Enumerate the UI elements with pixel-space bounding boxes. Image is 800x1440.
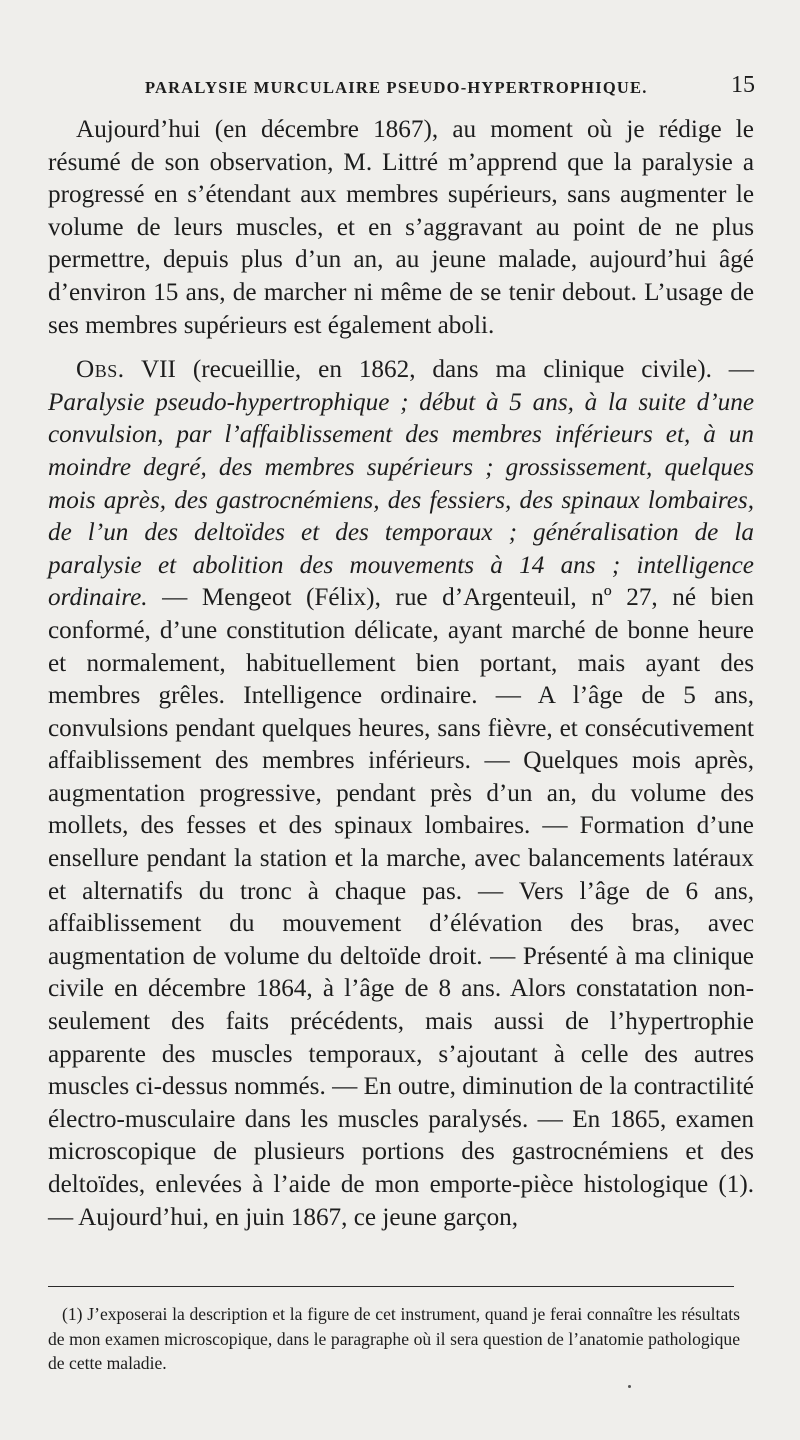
obs-label: Obs.: [76, 356, 125, 384]
running-head: [145, 70, 755, 100]
page-number: 15: [731, 72, 755, 98]
body-text: [48, 114, 754, 1234]
paragraph-observation-vii: [48, 354, 754, 1234]
obs-body: — Mengeot (Félix), rue d’Argenteuil, nº 27, né bien conformé, d’une constitution délicate, ayant marché de bonne heure et normalement, habituellement bien portant, mais ayant des membres grêles. Intelligence ordinaire. — A l’âge de 5 ans, convulsions pendant quelques heures, sans fièvre, et consécutivement affaiblissement des membres inférieurs. — Quelques mois après, augmentation progressive, pendant près d’un an, du volume des mollets, des fesses et des spinaux lombaires. — Formation d’une ensellure pendant la station et la marche, avec balancements latéraux et alternatifs du tronc à chaque pas. — Vers l’âge de 6 ans, affaiblissement du mouvement d’élévation des bras, avec augmentation de volume du deltoïde droit. — Présenté à ma clinique civile en décembre 1864, à l’âge de 8 ans. Alors constatation non-seulement des faits précédents, mais aussi de l’hypertrophie apparente des muscles temporaux, s’ajoutant à celle des autres muscles ci-dessus nommés. — En outre, diminution de la contractilité électro-musculaire dans les muscles paralysés. — En 1865, examen microscopique de plusieurs portions des gastrocnémiens et des deltoïdes, enlevées à l’aide de mon emporte-pièce histologique (1). — Aujourd’hui, en juin 1867, ce jeune garçon,: [48, 584, 754, 1231]
footnote-rule: [48, 1286, 734, 1287]
paragraph-1: Aujourd’hui (en décembre 1867), au moment où je rédige le résumé de son observation, M. Littré m’apprend que la paralysie a progressé en s’étendant aux membres supérieurs, sans augmenter le volume de leurs muscles, et en s’aggravant au point de ne plus permettre, depuis plus d’un an, au jeune malade, aujourd’hui âgé d’environ 15 ans, de marcher ni même de se tenir debout. L’usage de ses membres supérieurs est également aboli.: [48, 116, 754, 339]
paper-speck: [628, 1385, 631, 1388]
running-title: PARALYSIE MURCULAIRE PSEUDO-HYPERTROPHIQUE.: [145, 78, 648, 97]
obs-intro: VII (recueillie, en 1862, dans ma clinique civile). —: [124, 356, 754, 384]
footnote: (1) J’exposerai la description et la figure de cet instrument, quand je ferai connaître les résultats de mon examen microscopique, dans le paragraphe où il sera question de l’anatomie pathologique de cette maladie.: [48, 1304, 740, 1373]
obs-italic-summary: Paralysie pseudo-hypertrophique ; début à 5 ans, à la suite d’une convulsion, par l’affaiblissement des membres inférieurs et, à un moindre degré, des membres supérieurs ; grossissement, quelques mois après, des gastrocnémiens, des fessiers, des spinaux lombaires, de l’un des deltoïdes et des temporaux ; généralisation de la paralysie et abolition des mouvements à 14 ans ; intelligence ordinaire.: [48, 388, 754, 612]
